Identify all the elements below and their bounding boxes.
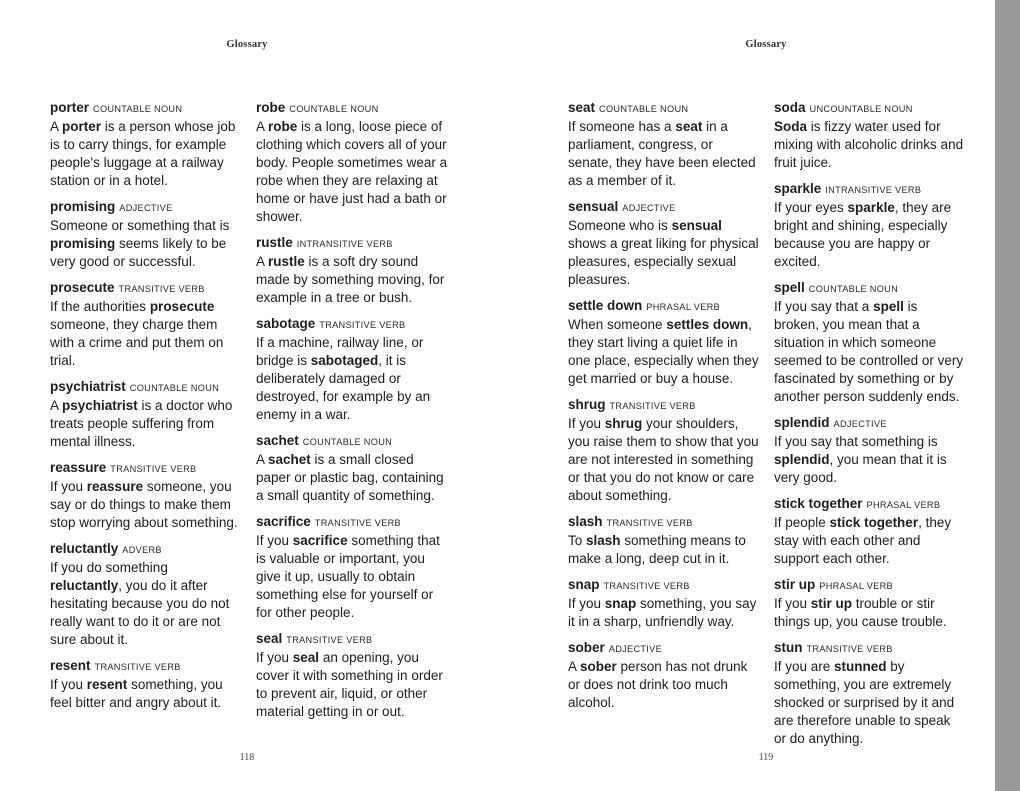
definition bbox=[50, 478, 242, 532]
part-of-speech: TRANSITIVE VERB bbox=[609, 401, 696, 411]
part-of-speech: ADVERB bbox=[122, 545, 162, 555]
part-of-speech: TRANSITIVE VERB bbox=[110, 464, 197, 474]
definition-text: something, you feel bitter and angry about it. bbox=[50, 677, 223, 710]
definition-text: is a person whose job is to carry things, for example people's luggage at a railway station or in a hotel. bbox=[50, 119, 236, 188]
definition-text: If someone has a bbox=[568, 119, 676, 134]
headword-line bbox=[568, 198, 760, 217]
definition-text: If your eyes bbox=[774, 200, 848, 215]
headword: prosecute bbox=[50, 280, 115, 295]
glossary-entry bbox=[774, 576, 966, 631]
glossary-entry bbox=[568, 198, 760, 289]
glossary-entry bbox=[50, 99, 242, 190]
definition-text: someone, you say or do things to make them stop worrying about something. bbox=[50, 479, 238, 530]
headword: seal bbox=[256, 631, 283, 646]
definition-text: is broken, you mean that a situation in which someone seemed to be controlled or very fascinated by something or by another person suddenly ends. bbox=[774, 299, 964, 404]
headword-line bbox=[256, 234, 448, 253]
definition-keyword: seal bbox=[292, 650, 320, 665]
part-of-speech: COUNTABLE NOUN bbox=[599, 104, 689, 114]
definition-text: If you bbox=[568, 416, 605, 431]
headword: slash bbox=[568, 514, 603, 529]
glossary-entry bbox=[256, 234, 448, 307]
running-head: Glossary bbox=[745, 39, 787, 50]
headword-line bbox=[774, 414, 966, 433]
definition bbox=[774, 118, 966, 172]
glossary-entry bbox=[256, 513, 448, 622]
part-of-speech: UNCOUNTABLE NOUN bbox=[809, 104, 913, 114]
headword: sober bbox=[568, 640, 605, 655]
definition bbox=[774, 658, 966, 748]
headword-line bbox=[568, 297, 760, 316]
part-of-speech: TRANSITIVE VERB bbox=[603, 581, 690, 591]
glossary-entry bbox=[256, 99, 448, 226]
headword-line bbox=[50, 540, 242, 559]
headword: seat bbox=[568, 100, 596, 115]
definition bbox=[256, 451, 448, 505]
headword-line bbox=[774, 99, 966, 118]
headword-line bbox=[568, 396, 760, 415]
definition-keyword: rustle bbox=[268, 254, 305, 269]
headword-line bbox=[568, 576, 760, 595]
definition-keyword: promising bbox=[50, 236, 116, 251]
headword: sensual bbox=[568, 199, 619, 214]
glossary-entry bbox=[50, 378, 242, 451]
headword-line bbox=[256, 513, 448, 532]
definition-text: If you say that a bbox=[774, 299, 874, 314]
definition-keyword: sacrifice bbox=[292, 533, 348, 548]
right-page bbox=[510, 0, 995, 791]
definition-text: A bbox=[256, 452, 269, 467]
part-of-speech: COUNTABLE NOUN bbox=[808, 284, 899, 294]
glossary-entry bbox=[774, 99, 966, 172]
glossary-column bbox=[774, 99, 966, 756]
definition-text: something, you say it in a sharp, unfriendly way. bbox=[568, 596, 757, 629]
headword: rustle bbox=[256, 235, 293, 250]
glossary-entry bbox=[774, 279, 966, 406]
definition-text: shows a great liking for physical pleasures, especially sexual pleasures. bbox=[568, 236, 759, 287]
definition-text: an opening, you cover it with something in order to prevent air, liquid, or other material getting in or out. bbox=[256, 650, 443, 719]
definition-text: , you mean that it is very good. bbox=[774, 452, 947, 485]
definition bbox=[774, 433, 966, 487]
part-of-speech: PHRASAL VERB bbox=[646, 302, 720, 312]
definition-text: something means to make a long, deep cut in it. bbox=[568, 533, 746, 566]
glossary-entry bbox=[50, 540, 242, 649]
definition-text: If you bbox=[774, 596, 811, 611]
headword-line bbox=[568, 513, 760, 532]
definition-keyword: settles down bbox=[666, 317, 749, 332]
definition-text: trouble or stir things up, you cause trouble. bbox=[774, 596, 947, 629]
definition-text: is fizzy water used for mixing with alcoholic drinks and fruit juice. bbox=[774, 119, 964, 170]
headword: psychiatrist bbox=[50, 379, 126, 394]
headword: soda bbox=[774, 100, 806, 115]
glossary-entry bbox=[256, 630, 448, 721]
definition bbox=[774, 199, 966, 271]
part-of-speech: INTRANSITIVE VERB bbox=[296, 239, 393, 249]
definition-text: If you bbox=[50, 479, 87, 494]
definition-text: , it is deliberately damaged or destroyed, for example by an enemy in a war. bbox=[256, 353, 431, 422]
glossary-column bbox=[256, 99, 448, 729]
definition-text: in a parliament, congress, or senate, they have been elected as a member of it. bbox=[568, 119, 756, 188]
definition-text: your shoulders, you raise them to show that you are not interested in something or that you do not know or care about something. bbox=[568, 416, 759, 503]
definition-text: by something, you are extremely shocked or surprised by it and are therefore unable to speak or do anything. bbox=[774, 659, 955, 746]
running-head: Glossary bbox=[226, 39, 268, 50]
glossary-entry bbox=[568, 576, 760, 631]
glossary-entry bbox=[568, 99, 760, 190]
headword-line bbox=[50, 198, 242, 217]
definition-keyword: prosecute bbox=[149, 299, 215, 314]
headword-line bbox=[50, 657, 242, 676]
definition-text: seems likely to be very good or successful. bbox=[50, 236, 227, 269]
definition bbox=[774, 595, 966, 631]
definition bbox=[568, 658, 760, 712]
headword: reassure bbox=[50, 460, 107, 475]
headword: spell bbox=[774, 280, 805, 295]
part-of-speech: TRANSITIVE VERB bbox=[806, 644, 893, 654]
page-number: 119 bbox=[758, 752, 774, 763]
definition bbox=[256, 649, 448, 721]
definition-text: If you do something bbox=[50, 560, 168, 575]
headword-line bbox=[774, 639, 966, 658]
definition-text: If you bbox=[568, 596, 605, 611]
part-of-speech: PHRASAL VERB bbox=[866, 500, 941, 510]
part-of-speech: TRANSITIVE VERB bbox=[118, 284, 205, 294]
definition bbox=[50, 676, 242, 712]
part-of-speech: TRANSITIVE VERB bbox=[319, 320, 406, 330]
glossary-entry bbox=[568, 513, 760, 568]
headword-line bbox=[50, 279, 242, 298]
definition-keyword: splendid bbox=[774, 452, 830, 467]
definition bbox=[50, 298, 242, 370]
part-of-speech: COUNTABLE NOUN bbox=[129, 383, 220, 393]
headword-line bbox=[774, 495, 966, 514]
definition-keyword: stir up bbox=[810, 596, 853, 611]
definition bbox=[256, 532, 448, 622]
glossary-entry bbox=[568, 396, 760, 505]
headword: sachet bbox=[256, 433, 299, 448]
definition-keyword: stick together bbox=[829, 515, 919, 530]
definition-keyword: resent bbox=[86, 677, 128, 692]
headword: robe bbox=[256, 100, 286, 115]
glossary-entry bbox=[50, 198, 242, 271]
definition-text: A bbox=[50, 398, 63, 413]
definition-text: If you are bbox=[774, 659, 835, 674]
definition-text: If a machine, railway line, or bridge is bbox=[256, 335, 424, 368]
definition bbox=[50, 397, 242, 451]
part-of-speech: COUNTABLE NOUN bbox=[302, 437, 393, 447]
headword: promising bbox=[50, 199, 116, 214]
headword: stir up bbox=[774, 577, 816, 592]
headword: porter bbox=[50, 100, 90, 115]
headword: settle down bbox=[568, 298, 643, 313]
headword: stun bbox=[774, 640, 803, 655]
part-of-speech: ADJECTIVE bbox=[622, 203, 676, 213]
definition-keyword: shrug bbox=[604, 416, 643, 431]
definition-text: To bbox=[568, 533, 587, 548]
part-of-speech: TRANSITIVE VERB bbox=[314, 518, 401, 528]
glossary-entry bbox=[568, 639, 760, 712]
definition-keyword: stunned bbox=[834, 659, 887, 674]
glossary-entry bbox=[50, 459, 242, 532]
headword: snap bbox=[568, 577, 600, 592]
glossary-entry bbox=[568, 297, 760, 388]
headword-line bbox=[256, 315, 448, 334]
part-of-speech: ADJECTIVE bbox=[833, 419, 887, 429]
part-of-speech: COUNTABLE NOUN bbox=[93, 104, 183, 114]
headword-line bbox=[256, 432, 448, 451]
part-of-speech: PHRASAL VERB bbox=[819, 581, 893, 591]
definition bbox=[568, 595, 760, 631]
page-edge bbox=[995, 0, 1020, 791]
definition-text: If the authorities bbox=[50, 299, 150, 314]
definition bbox=[50, 217, 242, 271]
part-of-speech: TRANSITIVE VERB bbox=[286, 635, 373, 645]
definition bbox=[568, 118, 760, 190]
headword: sabotage bbox=[256, 316, 316, 331]
definition-keyword: spell bbox=[873, 299, 904, 314]
definition-text: someone, they charge them with a crime and put them on trial. bbox=[50, 317, 224, 368]
glossary-entry bbox=[774, 180, 966, 271]
headword: sacrifice bbox=[256, 514, 311, 529]
definition-text: If you bbox=[256, 533, 293, 548]
headword-line bbox=[774, 576, 966, 595]
definition-text: When someone bbox=[568, 317, 667, 332]
headword-line bbox=[568, 639, 760, 658]
definition-keyword: robe bbox=[268, 119, 298, 134]
definition-text: , they stay with each other and support each other. bbox=[774, 515, 952, 566]
part-of-speech: TRANSITIVE VERB bbox=[94, 662, 181, 672]
headword-line bbox=[774, 180, 966, 199]
headword: splendid bbox=[774, 415, 830, 430]
definition bbox=[256, 253, 448, 307]
definition-text: Someone or something that is bbox=[50, 218, 230, 233]
definition-keyword: seat bbox=[675, 119, 703, 134]
definition-text: If you bbox=[256, 650, 293, 665]
definition-text: is a doctor who treats people suffering from mental illness. bbox=[50, 398, 233, 449]
headword: shrug bbox=[568, 397, 606, 412]
part-of-speech: ADJECTIVE bbox=[119, 203, 173, 213]
glossary-entry bbox=[50, 279, 242, 370]
headword-line bbox=[256, 99, 448, 118]
glossary-entry bbox=[774, 639, 966, 748]
definition-text: A bbox=[256, 254, 269, 269]
headword: resent bbox=[50, 658, 91, 673]
glossary-entry bbox=[50, 657, 242, 712]
definition-text: A bbox=[568, 659, 581, 674]
part-of-speech: ADJECTIVE bbox=[608, 644, 663, 654]
definition-keyword: reassure bbox=[86, 479, 144, 494]
definition-text: A bbox=[50, 119, 63, 134]
headword-line bbox=[50, 459, 242, 478]
glossary-entry bbox=[774, 414, 966, 487]
definition bbox=[568, 316, 760, 388]
headword-line bbox=[50, 378, 242, 397]
definition-text: is a small closed paper or plastic bag, containing a small quantity of something. bbox=[256, 452, 444, 503]
definition bbox=[568, 217, 760, 289]
definition-keyword: sabotaged bbox=[310, 353, 379, 368]
definition-text: is a long, loose piece of clothing which covers all of your body. People sometimes wear a robe when they are relaxing at home or have just had a bath or shower. bbox=[256, 119, 448, 224]
definition-text: A bbox=[256, 119, 269, 134]
headword-line bbox=[256, 630, 448, 649]
definition bbox=[774, 514, 966, 568]
headword-line bbox=[568, 99, 760, 118]
part-of-speech: COUNTABLE NOUN bbox=[289, 104, 379, 114]
definition-keyword: slash bbox=[586, 533, 621, 548]
definition bbox=[256, 334, 448, 424]
headword-line bbox=[774, 279, 966, 298]
definition-text: Someone who is bbox=[568, 218, 672, 233]
definition-keyword: reluctantly bbox=[50, 578, 119, 593]
glossary-entry bbox=[256, 315, 448, 424]
definition-text: If you bbox=[50, 677, 87, 692]
definition-keyword: sensual bbox=[671, 218, 722, 233]
definition-keyword: Soda bbox=[774, 119, 808, 134]
headword-line bbox=[50, 99, 242, 118]
definition-text: If people bbox=[774, 515, 830, 530]
definition-text: , you do it after hesitating because you do not really want to do it or are not sure about it. bbox=[50, 578, 230, 647]
definition bbox=[256, 118, 448, 226]
definition-keyword: sober bbox=[580, 659, 617, 674]
definition-keyword: porter bbox=[62, 119, 102, 134]
definition-keyword: sparkle bbox=[847, 200, 895, 215]
definition bbox=[568, 532, 760, 568]
headword: sparkle bbox=[774, 181, 822, 196]
headword: reluctantly bbox=[50, 541, 119, 556]
page-number: 118 bbox=[239, 752, 255, 763]
definition-text: If you say that something is bbox=[774, 434, 938, 449]
definition bbox=[774, 298, 966, 406]
definition-text: , they start living a quiet life in one place, especially when they get married or buy a house. bbox=[568, 317, 759, 386]
definition bbox=[50, 118, 242, 190]
glossary-column bbox=[568, 99, 760, 720]
definition-text: is a soft dry sound made by something moving, for example in a tree or bush. bbox=[256, 254, 445, 305]
definition bbox=[50, 559, 242, 649]
definition-text: person has not drunk or does not drink too much alcohol. bbox=[568, 659, 748, 710]
glossary-entry bbox=[774, 495, 966, 568]
headword: stick together bbox=[774, 496, 863, 511]
glossary-column bbox=[50, 99, 242, 720]
definition-text: something that is valuable or important, you give it up, usually to obtain something else for yourself or for other people. bbox=[256, 533, 440, 620]
part-of-speech: TRANSITIVE VERB bbox=[606, 518, 693, 528]
part-of-speech: INTRANSITIVE VERB bbox=[825, 185, 922, 195]
definition-keyword: psychiatrist bbox=[62, 398, 138, 413]
definition-keyword: snap bbox=[604, 596, 637, 611]
definition-keyword: sachet bbox=[268, 452, 311, 467]
definition-text: , they are bright and shining, especially because you are happy or excited. bbox=[774, 200, 952, 269]
glossary-entry bbox=[256, 432, 448, 505]
definition bbox=[568, 415, 760, 505]
